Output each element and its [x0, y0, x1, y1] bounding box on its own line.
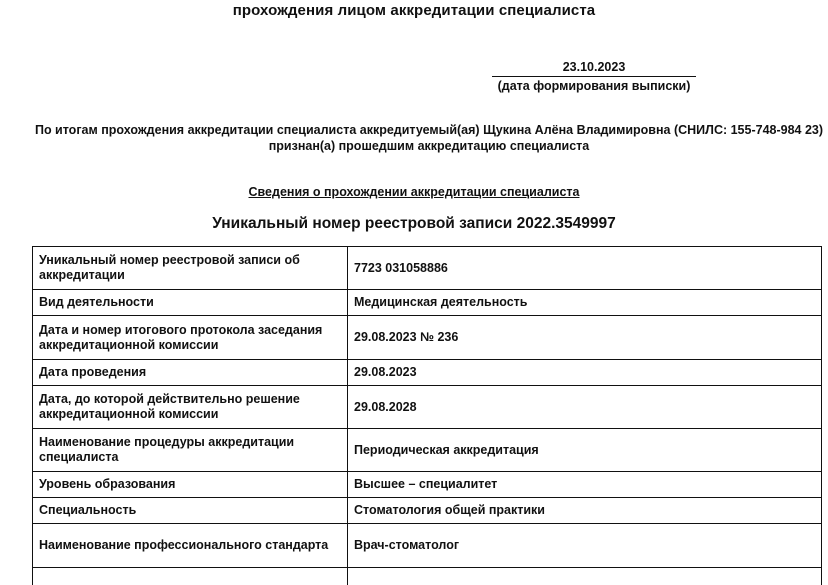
table-row [33, 472, 822, 498]
table-row [33, 360, 822, 386]
row-label: Уровень образования [33, 472, 348, 498]
accreditation-details-table [32, 246, 822, 585]
row-label: Уникальный номер реестровой записи об аккредитации [33, 247, 348, 290]
registry-number-title: Уникальный номер реестровой записи 2022.3549997 [212, 215, 616, 232]
row-label: Наименование процедуры аккредитации специалиста [33, 429, 348, 472]
document-heading: прохождения лицом аккредитации специалиста [232, 2, 596, 19]
extract-date-block [492, 60, 696, 94]
extract-date: 23.10.2023 [492, 60, 696, 77]
table-row [33, 429, 822, 472]
table-row [33, 290, 822, 316]
row-value: Высшее – специалитет [348, 472, 822, 498]
row-value: 7723 031058886 [348, 247, 822, 290]
extract-date-caption: (дата формирования выписки) [497, 79, 691, 93]
row-value [348, 568, 822, 585]
accreditation-statement: По итогам прохождения аккредитации специалиста аккредитуемый(ая) Щукина Алёна Владимировна (СНИЛС: 155-748-984 23) признан(а) прошедшим аккредитацию специалиста [34, 123, 824, 153]
row-value: 29.08.2023 № 236 [348, 316, 822, 360]
row-value: Периодическая аккредитация [348, 429, 822, 472]
row-value: 29.08.2023 [348, 360, 822, 386]
row-label: Дата, до которой действительно решение аккредитационной комиссии [33, 386, 348, 429]
row-value: 29.08.2028 [348, 386, 822, 429]
table-row [33, 568, 822, 585]
row-label: Наименование профессионального стандарта [33, 524, 348, 568]
row-label: Вид деятельности [33, 290, 348, 316]
section-title: Сведения о прохождении аккредитации специалиста [248, 185, 580, 199]
row-value: Стоматология общей практики [348, 498, 822, 524]
row-label: Дата и номер итогового протокола заседания аккредитационной комиссии [33, 316, 348, 360]
table-row [33, 498, 822, 524]
row-label [33, 568, 348, 585]
table-row [33, 524, 822, 568]
table-row [33, 386, 822, 429]
row-value: Врач-стоматолог [348, 524, 822, 568]
row-label: Дата проведения [33, 360, 348, 386]
table-row [33, 316, 822, 360]
row-value: Медицинская деятельность [348, 290, 822, 316]
table-row [33, 247, 822, 290]
row-label: Специальность [33, 498, 348, 524]
